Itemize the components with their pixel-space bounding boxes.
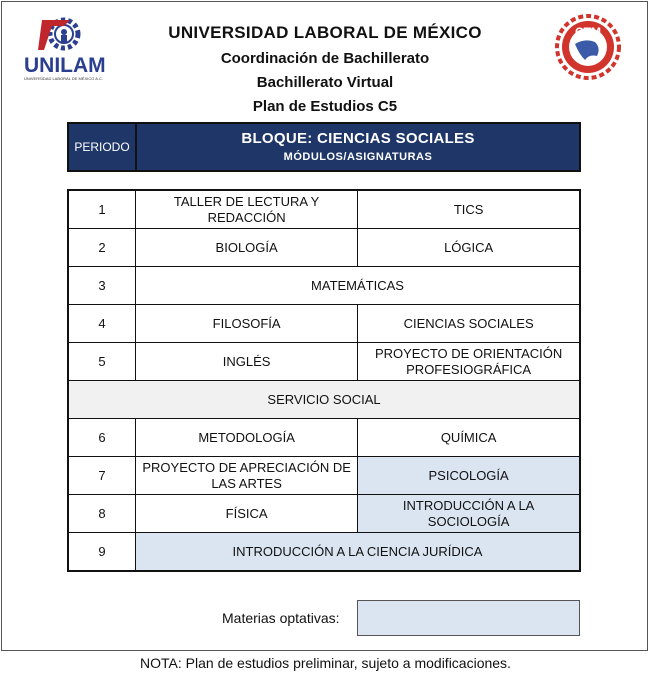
period-number: 8	[68, 495, 136, 533]
university-title: UNIVERSIDAD LABORAL DE MÉXICO	[168, 23, 482, 42]
table-header-bar	[67, 122, 581, 172]
bloque-header	[137, 124, 579, 170]
footnote: NOTA: Plan de estudios preliminar, sujeto a modificaciones.	[140, 655, 511, 671]
table-row	[68, 495, 580, 533]
period-number: 6	[68, 419, 136, 457]
plan-code: C5	[377, 98, 398, 115]
subject-cell: METODOLOGÍA	[136, 419, 358, 457]
optativas-box	[357, 600, 580, 636]
subject-cell: QUÍMICA	[358, 419, 580, 457]
servicio-social-cell: SERVICIO SOCIAL	[68, 381, 580, 419]
periodo-header: PERIODO	[69, 124, 137, 170]
elective-subject-cell: INTRODUCCIÓN A LA SOCIOLOGÍA	[358, 495, 580, 533]
subject-cell: FÍSICA	[136, 495, 358, 533]
svg-text:UNIVERSIDAD LABORAL DE MÉXICO: UNIVERSIDAD LABORAL DE MÉXICO A.C.	[24, 76, 103, 81]
table-row	[68, 190, 580, 229]
coordination-title: Coordinación de Bachillerato	[220, 50, 430, 67]
subject-cell: MATEMÁTICAS	[136, 267, 581, 305]
table-row	[68, 457, 580, 495]
subject-cell: BIOLOGÍA	[136, 229, 358, 267]
ctm-logo	[555, 14, 621, 80]
period-number: 2	[68, 229, 136, 267]
header-titles	[140, 20, 510, 119]
modulos-subtitle: MÓDULOS/ASIGNATURAS	[283, 151, 433, 163]
elective-subject-cell: PSICOLOGÍA	[358, 457, 580, 495]
subject-cell: TALLER DE LECTURA Y REDACCIÓN	[136, 190, 358, 229]
period-number: 7	[68, 457, 136, 495]
study-plan-table	[67, 189, 581, 572]
optativas-label: Materias optativas:	[222, 610, 340, 626]
program-title: Bachillerato Virtual	[256, 74, 394, 91]
table-row	[68, 343, 580, 381]
bloque-title: BLOQUE: CIENCIAS SOCIALES	[241, 130, 475, 147]
svg-text:CTM: CTM	[575, 25, 601, 39]
unilam-logo	[18, 14, 118, 84]
subject-cell: CIENCIAS SOCIALES	[358, 305, 580, 343]
period-number: 3	[68, 267, 136, 305]
elective-subject-cell: INTRODUCCIÓN A LA CIENCIA JURÍDICA	[136, 533, 581, 572]
table-row	[68, 267, 580, 305]
plan-label: Plan de Estudios	[252, 98, 374, 115]
table-row	[68, 305, 580, 343]
svg-text:UNILAM: UNILAM	[24, 54, 106, 77]
table-row	[68, 533, 580, 572]
period-number: 1	[68, 190, 136, 229]
subject-cell: INGLÉS	[136, 343, 358, 381]
period-number: 4	[68, 305, 136, 343]
subject-cell: PROYECTO DE ORIENTACIÓN PROFESIOGRÁFICA	[358, 343, 580, 381]
table-row	[68, 419, 580, 457]
subject-cell: PROYECTO DE APRECIACIÓN DE LAS ARTES	[136, 457, 358, 495]
table-row	[68, 229, 580, 267]
subject-cell: TICS	[358, 190, 580, 229]
subject-cell: FILOSOFÍA	[136, 305, 358, 343]
servicio-social-row	[68, 381, 580, 419]
period-number: 5	[68, 343, 136, 381]
subject-cell: LÓGICA	[358, 229, 580, 267]
optativas-section	[222, 600, 578, 636]
period-number: 9	[68, 533, 136, 572]
plan-title	[140, 95, 510, 119]
